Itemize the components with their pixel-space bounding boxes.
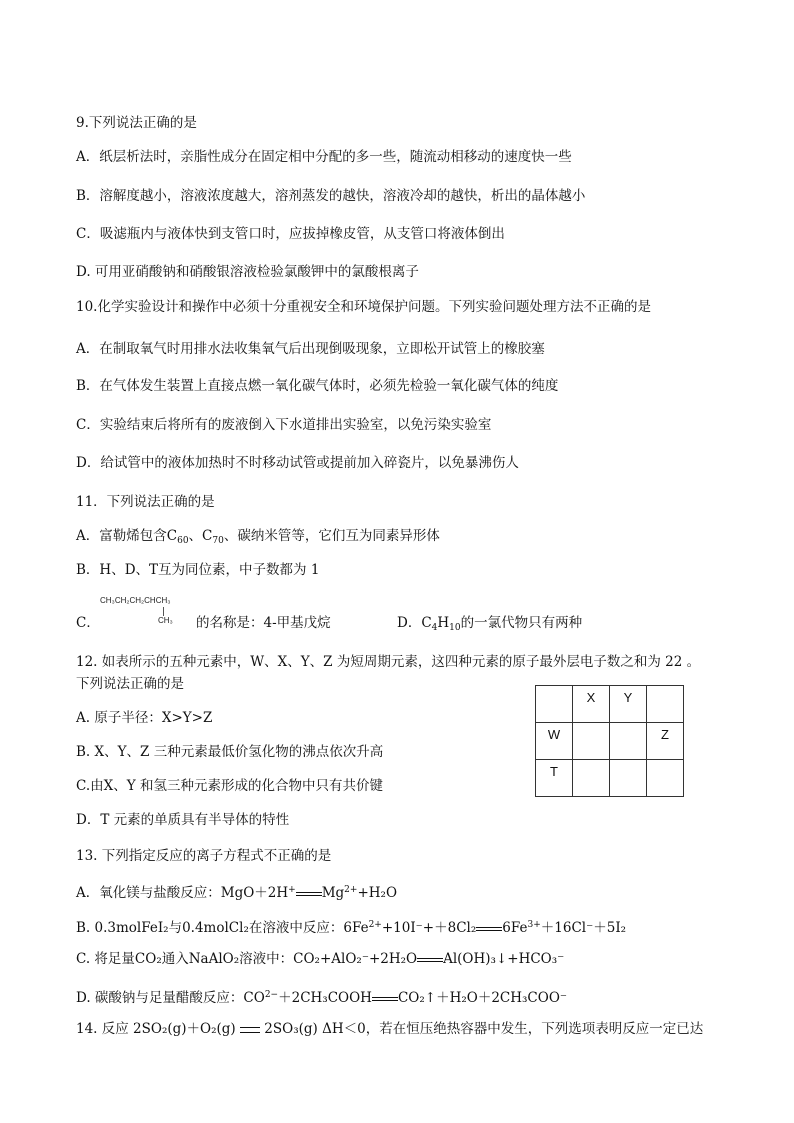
q12-stem-line1: 12. 如表所示的五种元素中，W、X、Y、Z 为短周期元素，这四种元素的原子最外层电子数之和为 22 。 xyxy=(76,654,701,670)
table-cell xyxy=(610,760,647,797)
q13-stem: 13. 下列指定反应的离子方程式不正确的是 xyxy=(76,848,332,864)
q10-option-b: B．在气体发生装置上直接点燃一氧化碳气体时，必须先检验一氧化碳气体的纯度 xyxy=(76,378,559,394)
q13-a-sup1: + xyxy=(288,885,296,895)
equals-sign-icon xyxy=(417,957,443,963)
q11-structural-formula xyxy=(100,596,173,625)
reversible-arrow-icon xyxy=(240,1025,260,1035)
q11-a-text1: A．富勒烯包含C xyxy=(76,528,178,544)
struct-branch: CH₃ xyxy=(158,616,173,625)
q13-d-sup: 2− xyxy=(264,990,279,1000)
q11-a-text2: 、C xyxy=(188,528,213,544)
table-cell xyxy=(647,686,684,723)
q14-text1: 14. 反应 2SO₂(g)＋O₂(g) xyxy=(76,1021,236,1037)
table-cell: Y xyxy=(610,686,647,723)
q11-a-text3: 、碳纳米管等，它们互为同素异形体 xyxy=(223,528,440,544)
q13-b-text4: ＋16Cl⁻＋5I₂ xyxy=(540,920,627,936)
table-row xyxy=(536,723,684,760)
equals-sign-icon xyxy=(296,891,322,897)
q12-stem-line2: 下列说法正确的是 xyxy=(76,676,184,692)
q13-a-text2: Mg xyxy=(321,885,345,901)
q11-option-d xyxy=(397,614,582,637)
q11-d-sub1: 4 xyxy=(431,623,438,633)
q10-option-c: C．实验结束后将所有的废液倒入下水道排出实验室，以免污染实验室 xyxy=(76,417,492,433)
table-row xyxy=(536,760,684,797)
q10-option-d: D．给试管中的液体加热时不时移动试管或提前加入碎瓷片，以免暴沸伤人 xyxy=(76,455,519,471)
q9-option-b: B．溶解度越小，溶液浓度越大，溶剂蒸发的越快，溶液冷却的越快，析出的晶体越小 xyxy=(76,188,586,204)
struct-bond-line xyxy=(163,607,164,616)
q13-a-sup2: 2+ xyxy=(344,885,358,895)
table-cell xyxy=(573,760,610,797)
q9-option-c: C．吸滤瓶内与液体快到支管口时，应拔掉橡皮管，从支管口将液体倒出 xyxy=(76,226,505,242)
q14-text2: 2SO₃(g) ΔH＜0，若在恒压绝热容器中发生，下列选项表明反应一定已达 xyxy=(264,1021,704,1037)
q11-d-text1: D．C xyxy=(397,615,432,631)
table-cell xyxy=(647,760,684,797)
q11-d-sub2: 10 xyxy=(449,623,461,633)
table-cell: Z xyxy=(647,723,684,760)
table-cell: T xyxy=(536,760,573,797)
table-row xyxy=(536,686,684,723)
q12-option-a: A. 原子半径：X>Y>Z xyxy=(76,710,213,726)
q13-a-text1: A．氧化镁与盐酸反应：MgO＋2H xyxy=(76,885,289,901)
q11-a-sub1: 60 xyxy=(177,536,189,546)
q11-stem: 11．下列说法正确的是 xyxy=(76,494,215,510)
table-cell: W xyxy=(536,723,573,760)
q13-option-b xyxy=(76,916,626,937)
q13-c-text2: Al(OH)₃↓+HCO₃⁻ xyxy=(443,951,565,967)
q10-option-a: A．在制取氧气时用排水法收集氧气后出现倒吸现象，立即松开试管上的橡胶塞 xyxy=(76,341,545,357)
q13-b-text1: B. 0.3molFeI₂与0.4molCl₂在溶液中反应：6Fe xyxy=(76,920,369,936)
q10-stem: 10.化学实验设计和操作中必须十分重视安全和环境保护问题。下列实验问题处理方法不正确的是 xyxy=(76,299,651,315)
q13-option-a xyxy=(76,881,397,902)
q11-option-b: B．H、D、T互为同位素，中子数都为 1 xyxy=(76,562,320,578)
q13-b-sup2: 3+ xyxy=(527,920,541,930)
q13-option-d xyxy=(76,986,567,1007)
q11-option-c-label: C． xyxy=(76,615,100,631)
q13-d-text1: D. 碳酸钠与足量醋酸反应：CO xyxy=(76,990,265,1006)
table-cell: X xyxy=(573,686,610,723)
periodic-table-fragment xyxy=(535,685,684,797)
table-cell xyxy=(610,723,647,760)
equals-sign-icon xyxy=(372,996,398,1002)
table-cell xyxy=(573,723,610,760)
q11-d-text2: H xyxy=(437,615,450,631)
q11-a-sub2: 70 xyxy=(212,536,224,546)
q11-d-text3: 的一氯代物只有两种 xyxy=(460,615,583,631)
q9-option-d: D. 可用亚硝酸钠和硝酸银溶液检验氯酸钾中的氯酸根离子 xyxy=(76,264,419,280)
q13-b-text3: 6Fe xyxy=(502,920,528,936)
q9-option-a: A．纸层析法时，亲脂性成分在固定相中分配的多一些，随流动相移动的速度快一些 xyxy=(76,149,572,165)
q11-option-c-text: 的名称是：4-甲基戊烷 xyxy=(196,615,331,631)
q13-d-text2: ＋2CH₃COOH xyxy=(278,990,372,1006)
q9-stem: 9.下列说法正确的是 xyxy=(76,115,197,131)
q14-stem xyxy=(76,1020,703,1038)
q13-c-text1: C. 将足量CO₂通入NaAlO₂溶液中：CO₂+AlO₂⁻+2H₂O xyxy=(76,951,418,967)
q13-b-sup1: 2+ xyxy=(368,920,382,930)
q13-a-text3: +H₂O xyxy=(357,885,398,901)
table-cell xyxy=(536,686,573,723)
equals-sign-icon xyxy=(476,926,502,932)
q13-option-c xyxy=(76,950,564,968)
q13-b-text2: +10I⁻+＋8Cl₂ xyxy=(381,920,477,936)
q12-option-d: D．T 元素的单质具有半导体的特性 xyxy=(76,812,290,828)
struct-main-chain: CH₃CH₂CH₂CHCH₃ xyxy=(100,596,171,605)
q11-option-a xyxy=(76,527,440,550)
q13-d-text3: CO₂↑＋H₂O＋2CH₃COO⁻ xyxy=(397,990,568,1006)
q12-option-c: C.由X、Y 和氢三种元素形成的化合物中只有共价键 xyxy=(76,778,383,794)
q12-option-b: B. X、Y、Z 三种元素最低价氢化物的沸点依次升高 xyxy=(76,744,384,760)
